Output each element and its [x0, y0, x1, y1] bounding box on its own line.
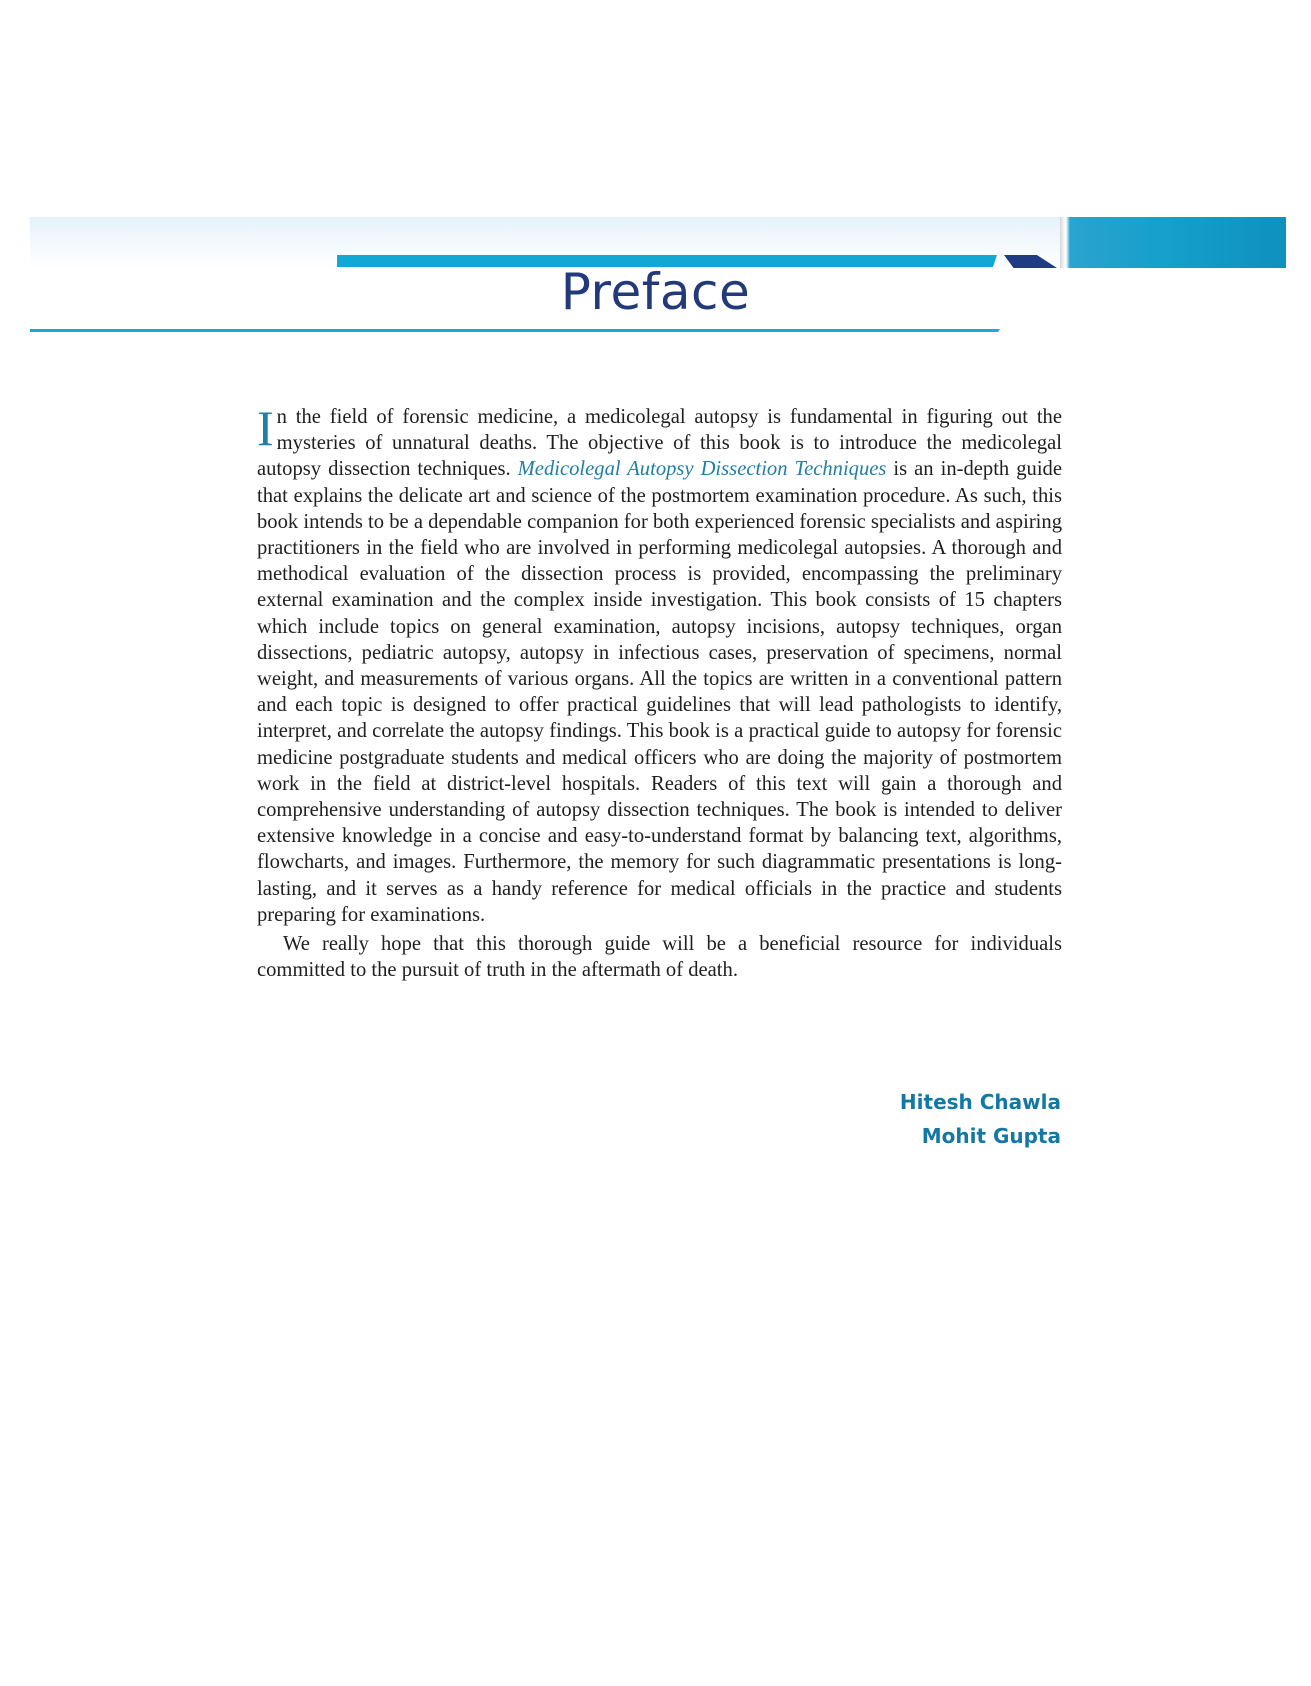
preface-paragraph-2: We really hope that this thorough guide will be a beneficial resource for individuals committed to the pursuit of truth in the aftermath of death. — [257, 933, 1062, 982]
paragraph-1-text-end: is an in-depth guide that explains the delicate art and science of the postmortem examination procedure. As such, this book intends to be a dependable companion for both experienced forensic specialists and aspiring practitioners in the field who are involved in performing medicolegal autopsies. A thorough and methodical evaluation of the dissection process is provided, encompassing the preliminary external examination and the complex inside investigation. This book consists of 15 chapters which include topics on general examination, autopsy incisions, autopsy techniques, organ dissections, pediatric autopsy, autopsy in infectious cases, preservation of specimens, normal weight, and measurements of various organs. All the topics are written in a conventional pattern and each topic is designed to offer practical guidelines that will lead pathologists to identify, interpret, and correlate the autopsy findings. This book is a practical guide to autopsy for forensic medicine postgraduate students and medical officers who are doing the majority of postmortem work in the field at district-level hospitals. Readers of this text will gain a thorough and comprehensive understanding of autopsy dissection techniques. The book is intended to deliver extensive knowledge in a concise and easy-to-understand format by balancing text, algorithms, flowcharts, and images. Furthermore, the memory for such diagrammatic presentations is long-lasting, and it serves as a handy reference for medical officials in the practice and students preparing for examinations. — [257, 458, 1062, 926]
page-title: Preface — [560, 263, 751, 321]
preface-body — [257, 400, 1062, 983]
paragraph-1-text-start: n the field of forensic medicine, a medicolegal autopsy is fundamental in figuring out the mysteries of unnatural deaths. The objective of this book is to introduce the medicolegal autopsy dissection techniques. — [257, 406, 1062, 481]
book-title: Medicolegal Autopsy Dissection Techniques — [517, 458, 887, 481]
author-name: Mohit Gupta — [921, 1124, 1061, 1148]
header-accent-block — [1060, 217, 1286, 268]
author-signatures — [700, 1085, 1061, 1153]
author-name: Hitesh Chawla — [899, 1090, 1061, 1114]
title-underline — [30, 329, 1000, 332]
drop-cap: I — [257, 400, 274, 456]
preface-paragraph-1 — [257, 400, 1062, 928]
